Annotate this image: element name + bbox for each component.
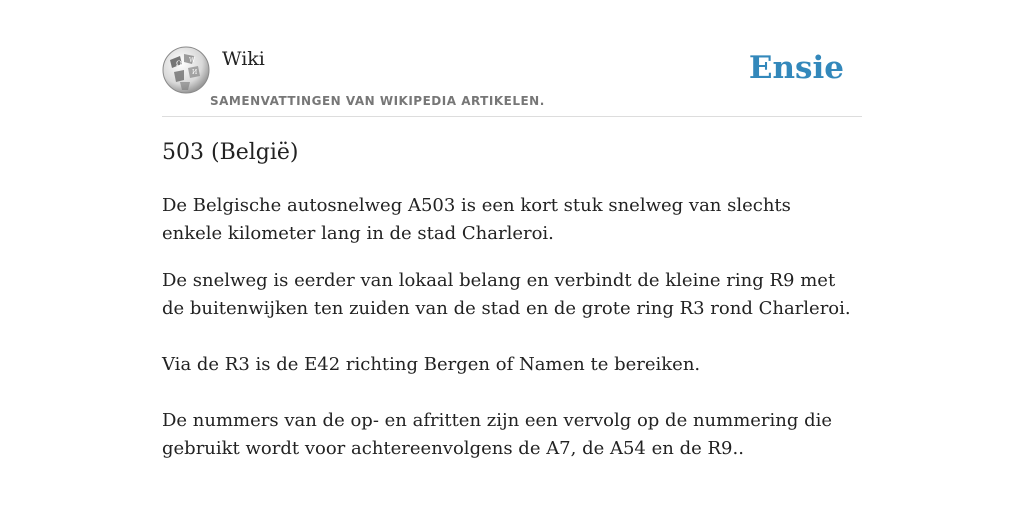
article-paragraph: De nummers van de op- en afritten zijn een vervolg op de nummering die gebruikt wordt voor achtereenvolgens de A7, de A54 en de R9.. bbox=[162, 410, 833, 459]
site-name[interactable]: Wiki bbox=[222, 48, 265, 70]
page-title: 503 (België) bbox=[162, 140, 299, 165]
article-paragraph: De snelweg is eerder van lokaal belang en verbindt de kleine ring R9 met de buitenwijken ten zuiden van de stad en de grote ring R3 rond Charleroi. bbox=[162, 270, 851, 319]
site-tagline: SAMENVATTINGEN VAN WIKIPEDIA ARTIKELEN. bbox=[210, 94, 545, 108]
site-header bbox=[162, 44, 862, 117]
svg-text:Ω: Ω bbox=[176, 60, 182, 68]
article-content bbox=[162, 192, 852, 463]
article-paragraph: De Belgische autosnelweg A503 is een kort stuk snelweg van slechts enkele kilometer lang in de stad Charleroi. bbox=[162, 195, 791, 244]
article-paragraph: Via de R3 is de E42 richting Bergen of Namen te bereiken. bbox=[162, 354, 701, 375]
wikipedia-globe-icon[interactable] bbox=[162, 46, 210, 94]
brand-logo[interactable]: Ensie bbox=[748, 50, 844, 86]
svg-text:W: W bbox=[189, 57, 196, 64]
svg-text:И: И bbox=[192, 69, 198, 76]
